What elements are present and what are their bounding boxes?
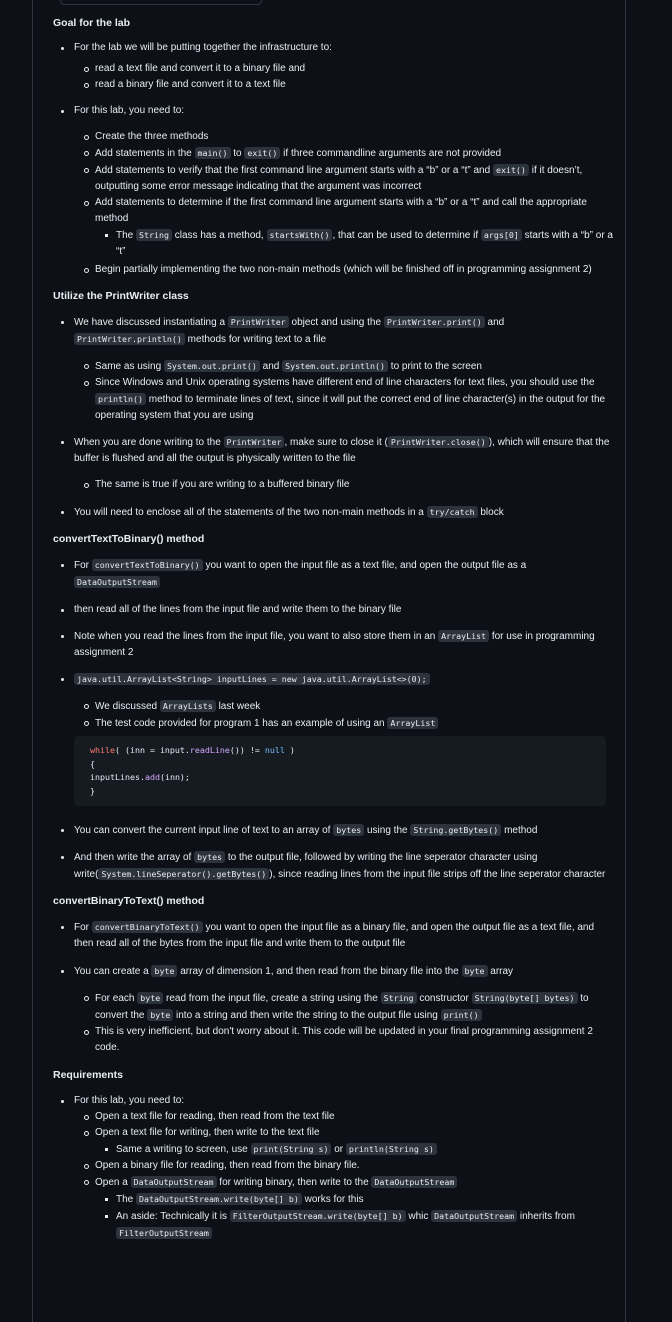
- list-item: For each byte read from the input file, create a string using the String constructor String(byte[] bytes) to convert the byte into a string and then write the string to the output file using print(): [53, 990, 613, 1024]
- inline-code: print(String s): [251, 1143, 332, 1155]
- list-item: Add statements in the main() to exit() if three commandline arguments are not provided: [53, 145, 613, 162]
- list-item: Since Windows and Unix operating systems have different end of line characters for text files, you should use the println() method to terminate lines of text, since it will put the correct end of line character(s) in the output for the operating system that you are using: [53, 375, 613, 424]
- list-item: Same as using System.out.print() and System.out.println() to print to the screen: [53, 358, 613, 375]
- list-item: Open a text file for reading, then read from the text file: [53, 1109, 613, 1125]
- inline-code: DataOutputStream: [371, 1176, 457, 1188]
- inline-code: System.lineSeperator().getBytes(): [98, 868, 269, 880]
- inline-code: FilterOutputStream: [116, 1227, 212, 1239]
- inline-code: PrintWriter.print(): [384, 316, 485, 328]
- list-item: For convertBinaryToText() you want to open the input file as a binary file, and open the output file as a text file, and then read all of the bytes from the input file and write them to the output file: [53, 919, 613, 952]
- list-item: This is very inefficient, but don't worry about it. This code will be updated in your final programming assignment 2 code.: [53, 1024, 613, 1056]
- inline-code: ArrayList: [438, 630, 489, 642]
- inline-code: byte: [137, 992, 163, 1004]
- list-item: You can convert the current input line of text to an array of bytes using the String.getBytes() method: [53, 822, 613, 839]
- list-item: When you are done writing to the PrintWriter , make sure to close it ( PrintWriter.close() ), which will ensure that the buffer is flushed and all the output is physically written to the file: [53, 434, 613, 467]
- inline-code: PrintWriter.println(): [74, 333, 185, 345]
- inline-code: System.out.println(): [282, 360, 388, 372]
- inline-code: args[0]: [481, 229, 522, 241]
- inline-code: PrintWriter: [228, 316, 289, 328]
- inline-code: PrintWriter: [224, 436, 285, 448]
- list-item: An aside: Technically it is FilterOutputStream.write(byte[] b) whic DataOutputStream inherits from FilterOutputStream: [53, 1208, 613, 1242]
- list-item: [53, 671, 613, 688]
- inline-code: exit(): [493, 164, 529, 176]
- list-item: read a binary file and convert it to a text file: [53, 77, 613, 93]
- list-item: Create the three methods: [53, 129, 613, 145]
- inline-code: DataOutputStream: [131, 1176, 217, 1188]
- list-item: Note when you read the lines from the input file, you want to also store them in an ArrayList for use in programming assignment 2: [53, 628, 613, 661]
- inline-code: byte: [462, 965, 488, 977]
- list-item: Begin partially implementing the two non-main methods (which will be finished off in programming assignment 2): [53, 262, 613, 278]
- inline-code: try/catch: [427, 506, 478, 518]
- list-item: Add statements to determine if the first command line argument starts with a “b” or a “t” and call the appropriate method: [53, 195, 613, 227]
- inline-code: exit(): [244, 147, 280, 159]
- list-item: The String class has a method, startsWith() , that can be used to determine if args[0] starts with a “b” or a “t”: [53, 227, 613, 260]
- heading-binary-to-text: convertBinaryToText() method: [53, 895, 205, 907]
- list-item: You will need to enclose all of the statements of the two non-main methods in a try/catch block: [53, 504, 613, 521]
- heading-requirements: Requirements: [53, 1069, 124, 1081]
- inline-code: String: [381, 992, 417, 1004]
- list-item: The test code provided for program 1 has an example of using an ArrayList: [53, 715, 613, 732]
- inline-code: String(byte[] bytes): [472, 992, 578, 1004]
- list-item: Add statements to verify that the first command line argument starts with a “b” or a “t” and exit() if it doesn’t, outputting some error message indicating that the argument was incorrect: [53, 162, 613, 195]
- inline-code: print(): [441, 1009, 482, 1021]
- inline-code: bytes: [333, 824, 364, 836]
- list-item: Open a binary file for reading, then read from the binary file.: [53, 1158, 613, 1174]
- inline-code: FilterOutputStream.write(byte[] b): [230, 1210, 406, 1222]
- inline-code: bytes: [194, 851, 225, 863]
- inline-code: println(): [95, 393, 146, 405]
- inline-code: convertBinaryToText(): [92, 921, 203, 933]
- code-block: while( (inn = input.readLine()) != null ) { inputLines.add(inn); }: [74, 736, 606, 806]
- scroll-remnant: [60, 0, 262, 5]
- inline-code: DataOutputStream.write(byte[] b): [136, 1193, 302, 1205]
- inline-code: PrintWriter.close(): [388, 436, 489, 448]
- list-item: For this lab, you need to:: [53, 1093, 613, 1109]
- list-item: The DataOutputStream.write(byte[] b) works for this: [53, 1191, 613, 1208]
- list-item: For this lab, you need to:: [53, 103, 613, 119]
- inline-code: String.getBytes(): [410, 824, 501, 836]
- inline-code: main(): [195, 147, 231, 159]
- list-item: For the lab we will be putting together the infrastructure to:: [53, 40, 613, 56]
- inline-code: byte: [151, 965, 177, 977]
- inline-code: ArrayLists: [160, 700, 216, 712]
- list-item: Open a text file for writing, then write to the text file: [53, 1125, 613, 1141]
- list-item: The same is true if you are writing to a buffered binary file: [53, 477, 613, 493]
- heading-printwriter: Utilize the PrintWriter class: [53, 290, 189, 302]
- list-item: Open a DataOutputStream for writing binary, then write to the DataOutputStream: [53, 1174, 613, 1191]
- list-item: then read all of the lines from the input file and write them to the binary file: [53, 602, 613, 618]
- list-item: Same a writing to screen, use print(String s) or println(String s): [53, 1141, 613, 1158]
- inline-code: System.out.print(): [164, 360, 260, 372]
- list-item: We discussed ArrayLists last week: [53, 698, 613, 715]
- inline-code: ArrayList: [387, 717, 438, 729]
- list-item: And then write the array of bytes to the output file, followed by writing the line seperator character using write( System.lineSeperator().getBytes() ), since reading lines from the input file strips off the line seperator character: [53, 849, 613, 883]
- inline-code: startsWith(): [267, 229, 333, 241]
- inline-code: java.util.ArrayList<String> inputLines = new java.util.ArrayList<>(0);: [74, 673, 430, 685]
- readme-content: [53, 14, 613, 1242]
- list-item: read a text file and convert it to a binary file and: [53, 61, 613, 77]
- heading-text-to-binary: convertTextToBinary() method: [53, 533, 205, 545]
- inline-code: String: [136, 229, 172, 241]
- inline-code: DataOutputStream: [74, 576, 160, 588]
- list-item: For convertTextToBinary() you want to open the input file as a text file, and open the output file as a DataOutputStream: [53, 557, 613, 591]
- list-item: You can create a byte array of dimension 1, and then read from the binary file into the byte array: [53, 963, 613, 980]
- heading-goal: Goal for the lab: [53, 17, 131, 29]
- inline-code: DataOutputStream: [431, 1210, 517, 1222]
- inline-code: println(String s): [346, 1143, 437, 1155]
- list-item: We have discussed instantiating a PrintWriter object and using the PrintWriter.print() and PrintWriter.println() methods for writing text to a file: [53, 314, 613, 348]
- inline-code: byte: [147, 1009, 173, 1021]
- inline-code: convertTextToBinary(): [92, 559, 203, 571]
